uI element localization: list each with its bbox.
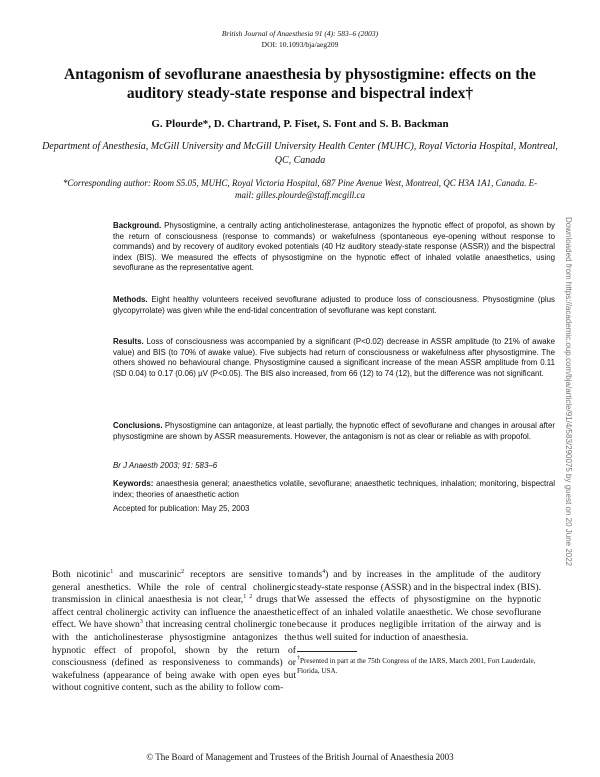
abstract-conclusions (113, 421, 555, 442)
abstract-background (113, 221, 555, 274)
body-column-left (52, 569, 296, 695)
abstract-background-label: Background. (113, 221, 162, 230)
abstract-results (113, 337, 555, 379)
body-column-right (297, 569, 541, 645)
journal-citation: Br J Anaesth 2003; 91: 583–6 (113, 461, 218, 470)
keywords (113, 479, 555, 500)
abstract-conclusions-text: Physostigmine can antagonize, at least partially, the hypnotic effect of sevoflurane and changes in arousal after physostigmine are shown by ASSR measurements. However, the antagonism is not as clear or reliable as with propofol. (113, 421, 555, 441)
footnote-text: Presented in part at the 75th Congress of the IARS, March 2001, Fort Lauderdale, Florida, USA. (297, 657, 536, 675)
footnote-mark: † (297, 655, 300, 662)
reference-marker: 2 (181, 568, 185, 575)
body-text: that increasing central cholinergic tone with the anticholinesterase physostigmine antagonizes the hypnotic effect of propofol, shown by the return of consciousness (defined as responsiveness to commands) or wakefulness (appearance of being awake with open eyes but without cognitive content, such as the ability to follow com- (52, 619, 296, 694)
body-text: ) and by increases in the amplitude of the auditory steady-state response (ASSR) and in the bispectral index (BIS). We assessed the effects of physostigmine on the hypnotic effect of an inhaled volatile anaesthetic. We chose sevoflurane because it produces negligible irritation of the airway and is thus well suited for induction of anaesthesia. (297, 569, 541, 643)
body-text: drugs that affect central cholinergic activity can influence the anaesthetic effect. We have shown (52, 594, 296, 631)
affiliation: Department of Anesthesia, McGill University and McGill University Health Center (MUHC), Royal Victoria Hospital, Montreal, QC, Canada (42, 141, 558, 166)
paper-title: Antagonism of sevoflurane anaesthesia by physostigmine: effects on the auditory steady-state response and bispectral index† (64, 66, 536, 102)
footnote-rule (297, 651, 357, 652)
doi-line: DOI: 10.1093/bja/aeg209 (261, 40, 339, 49)
journal-header: British Journal of Anaesthesia 91 (4): 583–6 (2003) (221, 29, 379, 38)
reference-marker: 4 (322, 568, 326, 575)
body-text: receptors are sensitive to general anesthetics. While the role of central cholinergic transmission in clinical anaesthesia is not clear, (52, 569, 296, 606)
keywords-text: anaesthesia general; anaesthetics volatile, sevoflurane; anaesthetic techniques, inhalation; monitoring, bispectral index; theories of anaesthetic action (113, 479, 556, 499)
accepted-date: Accepted for publication: May 25, 2003 (113, 504, 250, 513)
body-text: Both nicotinic (52, 569, 111, 580)
body-text: mands (297, 569, 323, 580)
copyright-footer: © The Board of Management and Trustees of the British Journal of Anaesthesia 2003 (146, 752, 454, 762)
reference-marker: 1 (110, 568, 114, 575)
abstract-methods-text: Eight healthy volunteers received sevoflurane adjusted to produce loss of consciousness. Physostigmine (plus glycopyrrolate) was given while the end-tidal concentration of sevoflurane was kept constant. (113, 295, 555, 315)
keywords-label: Keywords: (113, 479, 154, 488)
abstract-results-text: Loss of consciousness was accompanied by a significant (P<0.02) decrease in ASSR amplitude (to 21% of awake value) and BIS (to 70% of awake value). Five subjects had return of consciousness or wakefulness after physostigmine. The others showed no behavioural change. Physostigmine caused a significant increase of the mean ASSR amplitude from 0.11 (SD 0.04) to 0.17 (0.06) µV (P<0.05). The BIS also increased, from 66 (12) to 74 (12), but the difference was not significant. (113, 337, 555, 378)
abstract-methods-label: Methods. (113, 295, 148, 304)
download-watermark: Downloaded from https://academic.oup.com/bja/article/91/4/583/290075 by guest on 20 June 2022 (564, 217, 573, 567)
abstract-conclusions-label: Conclusions. (113, 421, 163, 430)
abstract-methods (113, 295, 555, 316)
reference-marker: 3 (139, 619, 143, 626)
body-text: and muscarinic (113, 569, 182, 580)
footnote (297, 657, 541, 676)
reference-marker: 1 2 (243, 594, 253, 600)
abstract-results-label: Results. (113, 337, 144, 346)
abstract-background-text: Physostigmine, a centrally acting anticholinesterase, antagonizes the hypnotic effect of propofol, as shown by the return of consciousness (response to commands) or wakefulness (spontaneous eye-opening without response to commands) and by recovery of auditory evoked potentials (40 Hz auditory steady-state response (ASSR)) and the bispectral index (BIS). We measured the effects of physostigmine on the hypnotic effect of inhaled volatile anaesthetics, using sevoflurane as the representative agent. (113, 221, 555, 273)
author-list: G. Plourde*, D. Chartrand, P. Fiset, S. Font and S. B. Backman (151, 118, 449, 130)
corresponding-author: *Corresponding author: Room S5.05, MUHC, Royal Victoria Hospital, 687 Pine Avenue West, Montreal, QC H3A 1A1, Canada. E-mail: gilles.plourde@staff.mcgill.ca (62, 178, 538, 200)
